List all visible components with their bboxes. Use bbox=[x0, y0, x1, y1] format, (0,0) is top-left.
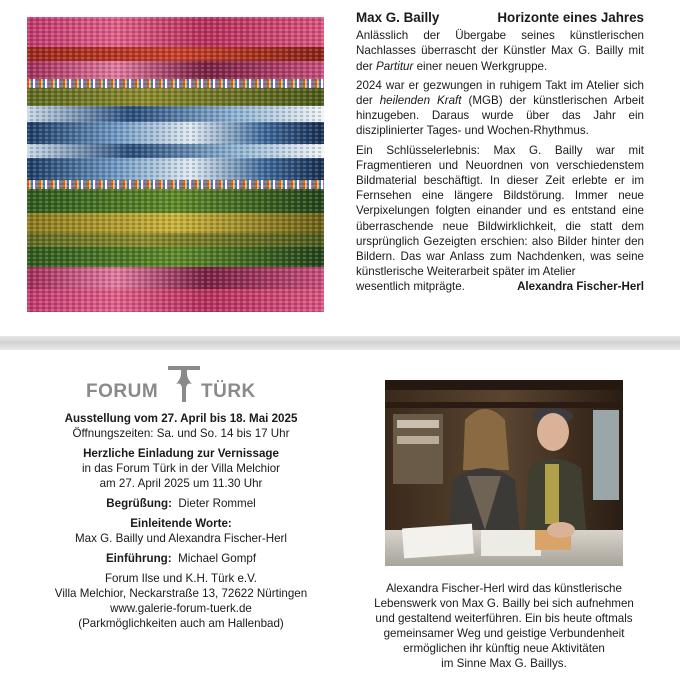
description-text bbox=[356, 10, 644, 295]
paragraph-1: Anlässlich der Übergabe seines künstlerischen Nachlasses überrascht der Künstler Max G. Bailly mit der Partitur einer neuen Werkgruppe. bbox=[356, 29, 644, 73]
paragraph-2: 2024 war er gezwungen in ruhigem Takt im Atelier sich der heilenden Kraft (MGB) der künstlerischen Arbeit hinzugeben. Daraus wurde über das Jahr ein disziplinierter Tages- und Wochen-Rhythmus. bbox=[356, 78, 644, 138]
section-divider bbox=[0, 336, 680, 350]
introduction: Einführung: Michael Gompf bbox=[105, 552, 257, 565]
header-line bbox=[356, 10, 644, 25]
exhibition-dates: Ausstellung vom 27. April bis 18. Mai 2025 bbox=[64, 412, 298, 425]
website-link[interactable]: www.galerie-forum-tuerk.de bbox=[110, 602, 252, 615]
intro-words-label: Einleitende Worte: bbox=[130, 517, 232, 530]
invitation-place: in das Forum Türk in der Villa Melchior bbox=[81, 462, 281, 475]
artwork-image bbox=[27, 17, 324, 312]
paragraph-3: Ein Schlüsselerlebnis: Max G. Bailly war mit Fragmentieren und Neuordnen von verschiedenstem Bildmaterial beschäftigt. In dieser Zeit erlebte er im Fernsehen eine längere Bildstörung. Immer neue Verpixelungen folgten einander und es entstand eine überraschende neue Bildwirklichkeit, die statt dem ursprünglich Gezeigten erschien: also Bilder hinter den Bildern. Das war Anlass zum Nachdenken, was seine künstlerische Weiterarbeit später im Atelier bbox=[356, 143, 644, 279]
invitation-title: Herzliche Einladung zur Vernissage bbox=[83, 447, 279, 460]
opening-hours: Öffnungszeiten: Sa. und So. 14 bis 17 Uhr bbox=[72, 427, 290, 440]
portrait-photo bbox=[385, 380, 623, 566]
logo-emblem-icon bbox=[166, 364, 202, 404]
photo-caption: Alexandra Fischer-Herl wird das künstlerische Lebenswerk von Max G. Bailly bei sich aufnehmen und gestaltend weiterführen. Ein bis heute oftmals gemeinsamer Weg und geistige Verbundenheit ermöglichen ihr künftig neue Aktivitäten im Sinne Max G. Baillys. bbox=[374, 582, 634, 671]
event-info bbox=[26, 411, 336, 631]
exhibition-title: Horizonte eines Jahres bbox=[497, 10, 644, 25]
signature-line: wesentlich mitprägte. Alexandra Fischer-Herl bbox=[356, 280, 644, 294]
intro-words-names: Max G. Bailly und Alexandra Fischer-Herl bbox=[75, 532, 287, 545]
organization: Forum Ilse und K.H. Türk e.V. bbox=[104, 572, 258, 585]
invitation-date: am 27. April 2025 um 11.30 Uhr bbox=[99, 477, 263, 490]
forum-tuerk-logo: FORUM TÜRK bbox=[86, 364, 268, 404]
author-signature: Alexandra Fischer-Herl bbox=[517, 280, 644, 294]
artist-name: Max G. Bailly bbox=[356, 10, 440, 25]
greeting: Begrüßung: Dieter Rommel bbox=[106, 497, 256, 510]
parking-note: (Parkmöglichkeiten auch am Hallenbad) bbox=[78, 617, 284, 630]
address: Villa Melchior, Neckarstraße 13, 72622 Nürtingen bbox=[54, 587, 308, 600]
